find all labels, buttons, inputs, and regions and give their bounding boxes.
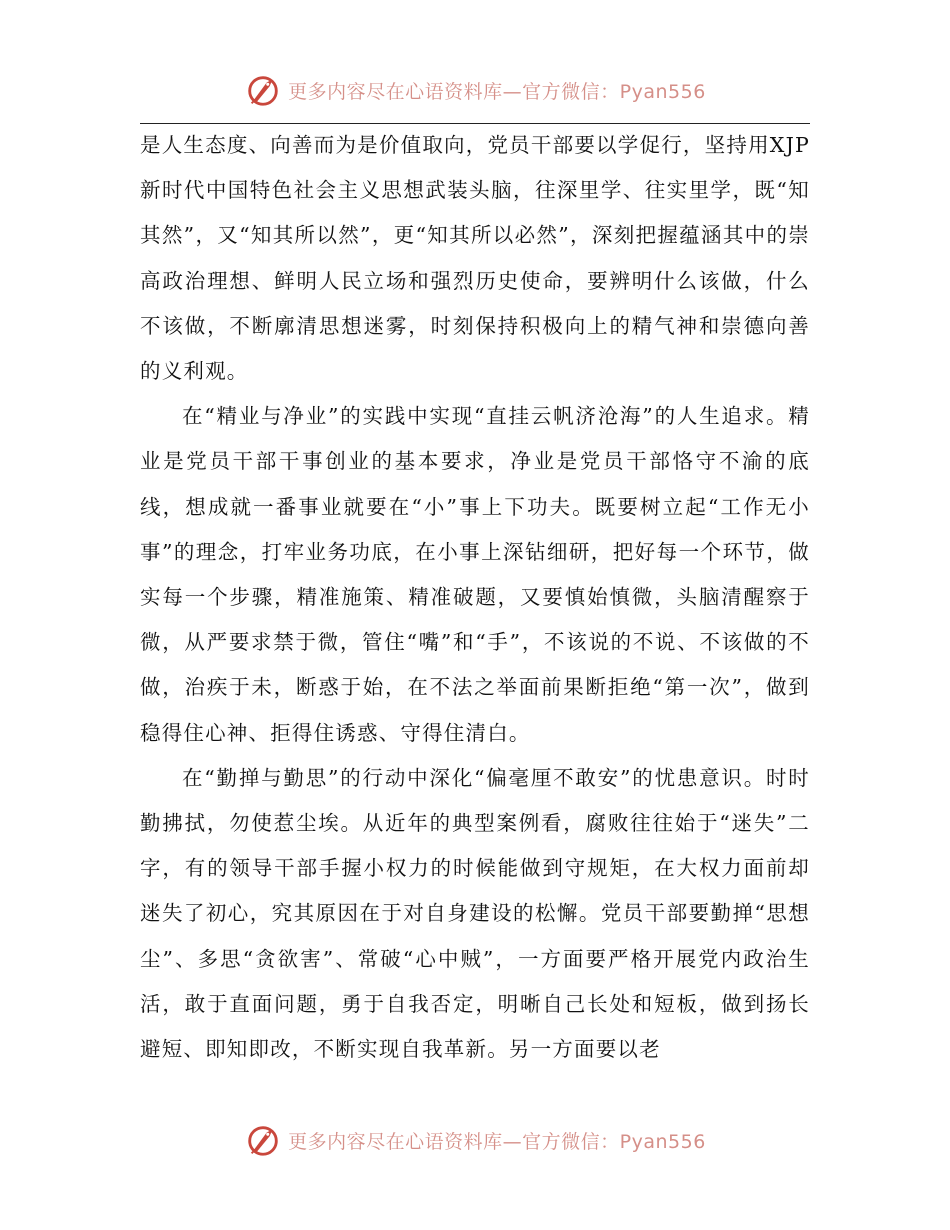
document-body	[140, 123, 810, 1072]
header-banner	[0, 70, 950, 110]
paragraph-1: 是人生态度、向善而为是价值取向，党员干部要以学促行，坚持用XJP新时代中国特色社会主义思想武装头脑，往深里学、往实里学，既“知其然”，又“知其所以然”，更“知其所以必然”，深刻把握蕴涵其中的崇高政治理想、鲜明人民立场和强烈历史使命，要辨明什么该做，什么不该做，不断廓清思想迷雾，时刻保持积极向上的精气神和崇德向善的义利观。	[140, 133, 810, 384]
pen-nib-circle-icon	[244, 1121, 282, 1159]
footer-banner	[0, 1120, 950, 1160]
banner-text: 更多内容尽在心语资料库	[288, 80, 503, 103]
paragraph-2: 在“精业与净业”的实践中实现“直挂云帆济沧海”的人生追求。精业是党员干部干事创业的基本要求，净业是党员干部恪守不渝的底线，想成就一番事业就要在“小”事上下功夫。既要树立起“工作无小事”的理念，打牢业务功底，在小事上深钻细研，把好每一个环节，做实每一个步骤，精准施策、精准破题，又要慎始慎微，头脑清醒察于微，从严要求禁于微，管住“嘴”和“手”，不该说的不说、不该做的不做，治疾于未，断惑于始，在不法之举面前果断拒绝“第一次”，做到稳得住心神、拒得住诱惑、守得住清白。	[140, 404, 810, 745]
banner-contact: 官方微信：Pyan556	[522, 80, 706, 103]
banner-separator: —	[502, 80, 523, 103]
footer-banner-contact: 官方微信：Pyan556	[522, 1130, 706, 1153]
pen-nib-circle-icon	[244, 71, 282, 109]
footer-banner-text: 更多内容尽在心语资料库	[288, 1130, 503, 1153]
paragraph-3: 在“勤掸与勤思”的行动中深化“偏毫厘不敢安”的忧患意识。时时勤拂拭，勿使惹尘埃。从近年的典型案例看，腐败往往始于“迷失”二字，有的领导干部手握小权力的时候能做到守规矩，在大权力面前却迷失了初心，究其原因在于对自身建设的松懈。党员干部要勤掸“思想尘”、多思“贪欲害”、常破“心中贼”，一方面要严格开展党内政治生活，敢于直面问题，勇于自我否定，明晰自己长处和短板，做到扬长避短、即知即改，不断实现自我革新。另一方面要以老	[140, 765, 810, 1062]
footer-banner-separator: —	[502, 1130, 523, 1153]
